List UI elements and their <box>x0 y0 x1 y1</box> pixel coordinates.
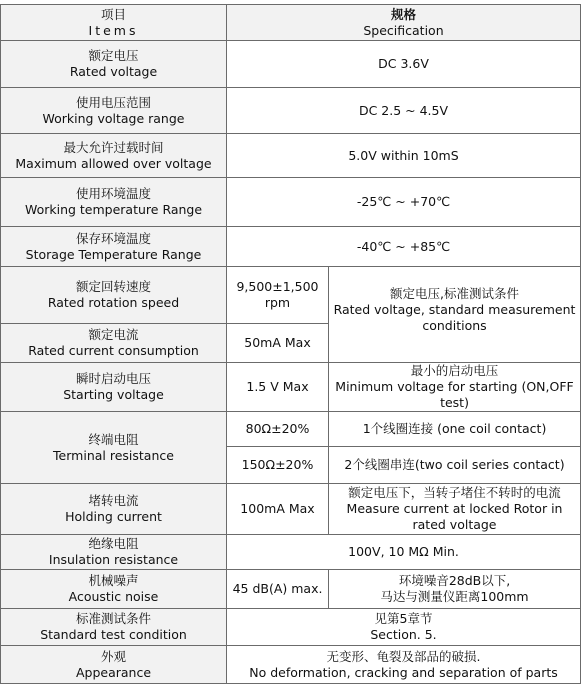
spec-cell <box>227 609 581 646</box>
item-zh: 堵转电流 <box>88 493 139 508</box>
spec-cell: 100V, 10 MΩ Min. <box>227 535 581 570</box>
item-zh: 标准测试条件 <box>75 611 151 626</box>
table-row <box>1 646 581 684</box>
table-row <box>1 484 581 535</box>
item-en: Rated voltage <box>69 64 158 79</box>
item-en: Starting voltage <box>63 387 164 402</box>
item-zh: 最大允许过载时间 <box>63 139 164 155</box>
item-en: Rated rotation speed <box>47 295 180 310</box>
item-cell <box>1 363 227 412</box>
item-en: Maximum allowed over voltage <box>15 155 212 171</box>
item-cell <box>1 609 227 646</box>
item-cell <box>1 570 227 609</box>
table-row <box>1 88 581 134</box>
spec-cell: DC 3.6V <box>227 41 581 88</box>
condition-en: Minimum voltage for starting (ON,OFF test) <box>335 379 574 410</box>
table-row <box>1 535 581 570</box>
condition-cell: 2个线圈串连(two coil series contact) <box>329 447 581 484</box>
item-en: Appearance <box>75 664 152 680</box>
spec-cell: 5.0V within 10mS <box>227 134 581 178</box>
condition-en: Rated voltage, standard measurement conditions <box>333 301 576 333</box>
specification-table <box>0 4 581 684</box>
item-en: Working voltage range <box>42 110 185 126</box>
table-row <box>1 267 581 324</box>
spec-zh: 无变形、龟裂及部品的破损. <box>326 648 481 664</box>
item-zh: 机械噪声 <box>88 573 139 588</box>
condition-cell: 1个线圈连接 (one coil contact) <box>329 412 581 447</box>
item-zh: 额定电压 <box>88 48 139 63</box>
item-zh: 外观 <box>100 648 126 664</box>
spec-cell: 80Ω±20% <box>227 412 329 447</box>
condition-zh: 额定电压下，当转子堵住不转时的电流 <box>348 485 561 500</box>
spec-cell: 1.5 V Max <box>227 363 329 412</box>
spec-en: Section. 5. <box>370 627 437 642</box>
condition-en: 马达与测量仪距离100mm <box>380 589 529 604</box>
spec-cell: 150Ω±20% <box>227 447 329 484</box>
table-row <box>1 134 581 178</box>
item-cell <box>1 324 227 363</box>
table-row <box>1 363 581 412</box>
table-row <box>1 178 581 227</box>
item-cell <box>1 227 227 267</box>
condition-cell <box>329 363 581 412</box>
item-cell <box>1 134 227 178</box>
item-zh: 额定回转速度 <box>75 279 151 294</box>
spec-cell: DC 2.5 ~ 4.5V <box>227 88 581 134</box>
item-cell <box>1 88 227 134</box>
table-row <box>1 41 581 88</box>
item-cell <box>1 178 227 227</box>
item-cell <box>1 484 227 535</box>
spec-zh: 见第5章节 <box>374 611 433 626</box>
condition-cell <box>329 570 581 609</box>
table-row <box>1 570 581 609</box>
item-en: Holding current <box>65 509 162 524</box>
spec-value: 9,500±1,500 <box>236 279 319 294</box>
spec-en: No deformation, cracking and separation of parts <box>249 664 558 680</box>
condition-cell <box>329 484 581 535</box>
table-row <box>1 227 581 267</box>
item-zh: 使用环境温度 <box>75 186 151 201</box>
spec-cell <box>227 646 581 684</box>
table-header <box>1 5 581 41</box>
condition-zh: 环境噪音28dB以下, <box>398 573 511 588</box>
item-en: Insulation resistance <box>48 552 179 567</box>
spec-cell: -40℃ ~ +85℃ <box>227 227 581 267</box>
spec-header-en: Specification <box>363 22 444 38</box>
item-zh: 额定电流 <box>88 327 139 342</box>
spec-header-zh: 规格 <box>391 6 417 22</box>
condition-zh: 额定电压,标准测试条件 <box>390 285 519 301</box>
item-cell <box>1 267 227 324</box>
item-zh: 终端电阻 <box>88 431 139 447</box>
item-zh: 瞬时启动电压 <box>75 371 151 386</box>
item-en: Terminal resistance <box>53 447 174 463</box>
item-cell <box>1 412 227 484</box>
item-en: Standard test condition <box>40 627 187 642</box>
item-zh: 绝缘电阻 <box>88 536 139 551</box>
spec-cell: 50mA Max <box>227 324 329 363</box>
item-cell <box>1 646 227 684</box>
items-header <box>1 5 227 41</box>
spec-unit: rpm <box>264 295 291 310</box>
table-row <box>1 609 581 646</box>
item-en: Rated current consumption <box>28 343 199 358</box>
item-zh: 保存环境温度 <box>75 230 151 246</box>
condition-en: Measure current at locked Rotor in rated voltage <box>346 501 563 532</box>
spec-header <box>227 5 581 41</box>
condition-zh: 最小的启动电压 <box>410 363 499 378</box>
table-row <box>1 412 581 447</box>
items-header-en: Items <box>88 22 139 38</box>
item-cell <box>1 41 227 88</box>
spec-cell: -25℃ ~ +70℃ <box>227 178 581 227</box>
item-en: Acoustic noise <box>68 589 159 604</box>
spec-cell: 100mA Max <box>227 484 329 535</box>
item-zh: 使用电压范围 <box>75 94 151 110</box>
spec-cell <box>227 267 329 324</box>
item-en: Working temperature Range <box>24 202 203 217</box>
item-cell <box>1 535 227 570</box>
spec-cell: 45 dB(A) max. <box>227 570 329 609</box>
item-en: Storage Temperature Range <box>25 246 202 262</box>
items-header-zh: 项目 <box>100 6 126 22</box>
condition-cell <box>329 267 581 363</box>
